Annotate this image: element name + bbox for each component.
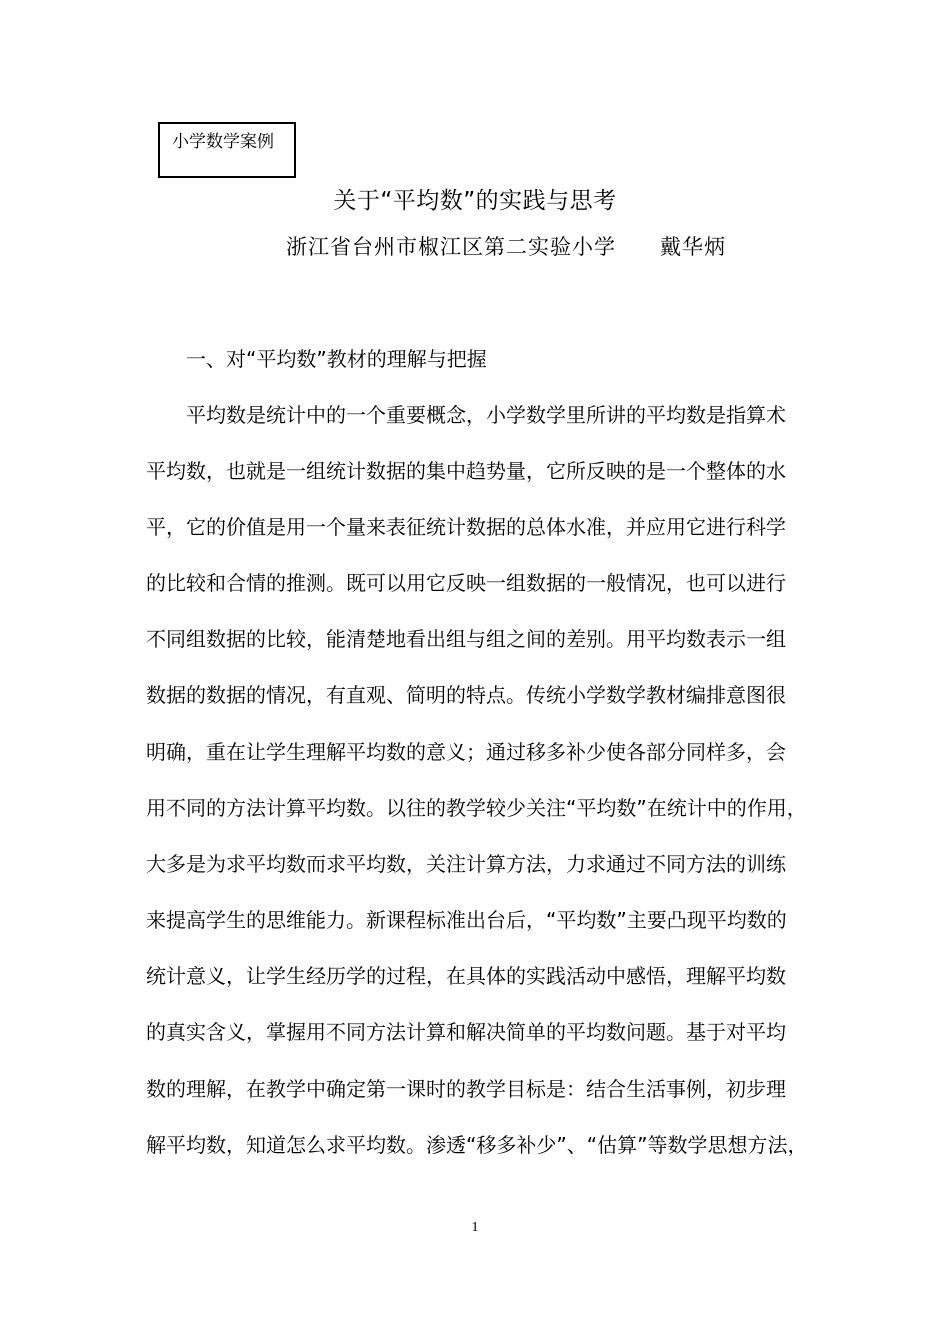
paragraph-line: 数的理解，在教学中确定第一课时的教学目标是：结合生活事例，初步理 bbox=[146, 1077, 786, 1101]
paragraph-line: 平均数，也就是一组统计数据的集中趋势量，它所反映的是一个整体的水 bbox=[146, 459, 786, 483]
paragraph-line: 的真实含义，掌握用不同方法计算和解决简单的平均数问题。基于对平均 bbox=[146, 1020, 786, 1044]
document-label: 小学数学案例 bbox=[172, 132, 274, 152]
byline bbox=[286, 232, 726, 262]
school-name: 浙江省台州市椒江区第二实验小学 bbox=[286, 235, 616, 259]
paragraph-line: 大多是为求平均数而求平均数，关注计算方法，力求通过不同方法的训练 bbox=[146, 852, 786, 876]
page-number: 1 bbox=[471, 1220, 479, 1235]
paragraph-line: 不同组数据的比较，能清楚地看出组与组之间的差别。用平均数表示一组 bbox=[146, 627, 786, 651]
paragraph-line: 解平均数，知道怎么求平均数。渗透“移多补少”、“估算”等数学思想方法， bbox=[146, 1133, 808, 1157]
document-title: 关于“平均数”的实践与思考 bbox=[333, 188, 617, 214]
paragraph-line: 来提高学生的思维能力。新课程标准出台后，“平均数”主要凸现平均数的 bbox=[146, 908, 787, 932]
paragraph-line: 平，它的价值是用一个量来表征统计数据的总体水准，并应用它进行科学 bbox=[146, 515, 786, 539]
paragraph-line: 明确，重在让学生理解平均数的意义；通过移多补少使各部分同样多，会 bbox=[146, 740, 786, 764]
paragraph-line: 数据的数据的情况，有直观、简明的特点。传统小学数学教材编排意图很 bbox=[146, 683, 786, 707]
author-name: 戴华炳 bbox=[660, 235, 726, 259]
paragraph-line: 统计意义，让学生经历学的过程，在具体的实践活动中感悟，理解平均数 bbox=[146, 964, 786, 988]
section-heading: 一、对“平均数”教材的理解与把握 bbox=[186, 347, 487, 371]
paragraph-line: 的比较和合情的推测。既可以用它反映一组数据的一般情况，也可以进行 bbox=[146, 571, 786, 595]
paragraph-line: 平均数是统计中的一个重要概念，小学数学里所讲的平均数是指算术 bbox=[186, 403, 786, 427]
document-label-box bbox=[158, 122, 296, 178]
paragraph-line: 用不同的方法计算平均数。以往的教学较少关注“平均数”在统计中的作用， bbox=[146, 796, 807, 820]
